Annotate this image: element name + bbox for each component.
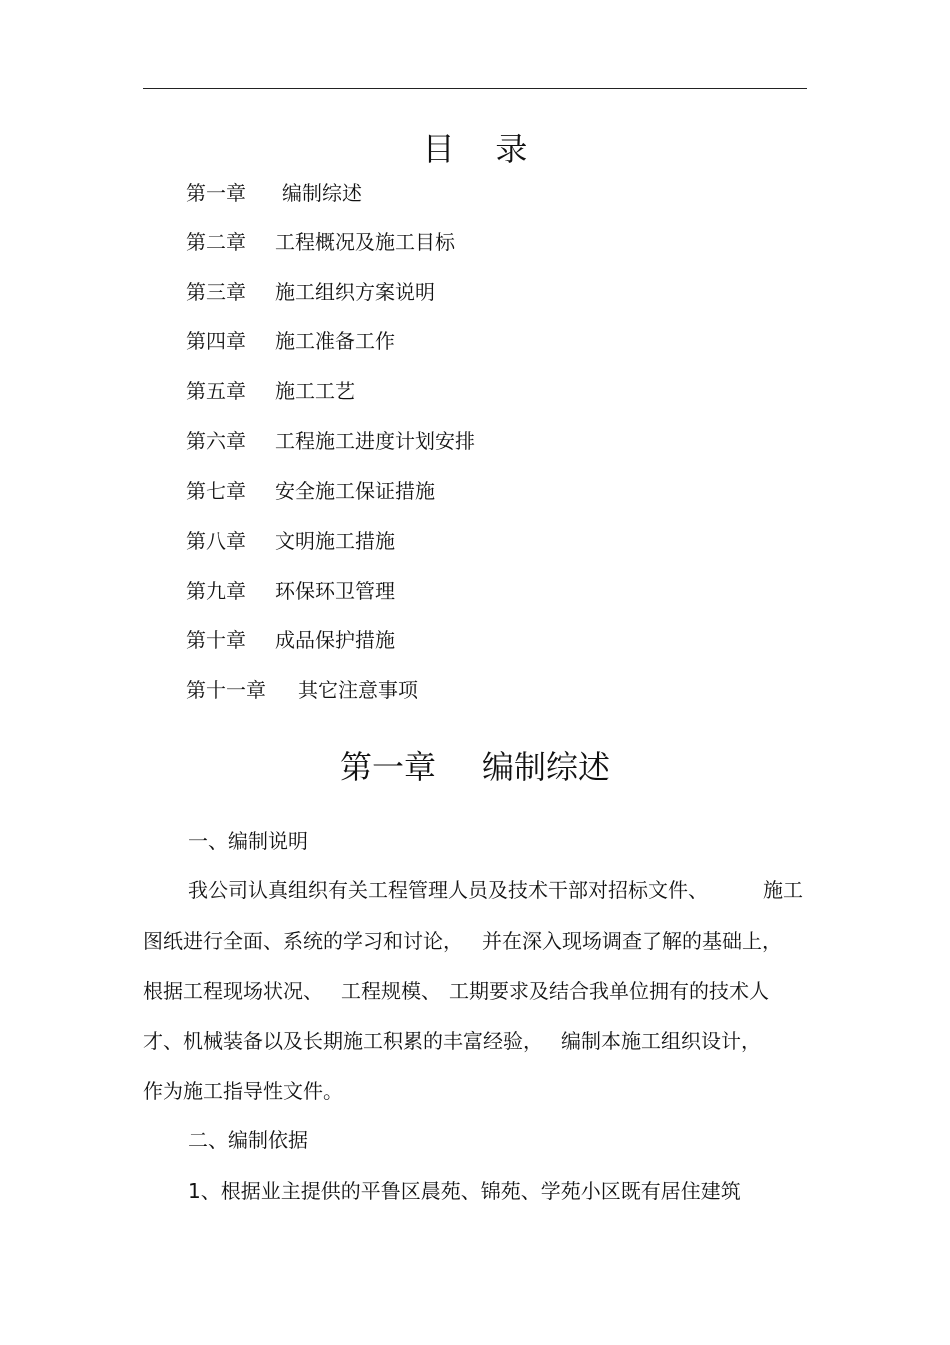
toc-item-name: 文明施工措施	[275, 529, 395, 553]
toc-item-number: 第六章	[186, 429, 246, 453]
section-heading-basis: 二、编制依据	[188, 1128, 308, 1152]
toc-item[interactable]	[186, 229, 455, 255]
paragraph-line: 工期要求及结合我单位拥有的技术人	[449, 979, 769, 1003]
toc-item[interactable]	[186, 528, 395, 554]
toc-item-name: 工程概况及施工目标	[275, 230, 455, 254]
toc-item-number: 第十一章	[186, 678, 266, 702]
paragraph-line: 施工	[763, 878, 803, 902]
toc-item-name: 环保环卫管理	[275, 579, 395, 603]
toc-item-number: 第一章	[186, 181, 246, 205]
chapter-title	[0, 746, 950, 788]
paragraph-line: 作为施工指导性文件。	[143, 1079, 343, 1103]
toc-item-number: 第四章	[186, 329, 246, 353]
toc-item[interactable]	[186, 478, 435, 504]
toc-item[interactable]	[186, 578, 395, 604]
toc-item[interactable]	[186, 627, 395, 653]
paragraph-line: 编制本施工组织设计，	[561, 1029, 761, 1053]
toc-item[interactable]	[186, 378, 355, 404]
paragraph-line: 才、机械装备以及长期施工积累的丰富经验，	[143, 1029, 543, 1053]
toc-item-name: 成品保护措施	[275, 628, 395, 652]
chapter-name: 编制综述	[482, 748, 611, 786]
section-heading-explanation: 一、编制说明	[188, 829, 308, 853]
toc-item-number: 第九章	[186, 579, 246, 603]
toc-item-name: 编制综述	[282, 181, 362, 205]
header-rule	[143, 88, 807, 89]
paragraph-line: 1、根据业主提供的平鲁区晨苑、锦苑、学苑小区既有居住建筑	[188, 1179, 741, 1203]
toc-item-number: 第十章	[186, 628, 246, 652]
toc-item[interactable]	[186, 279, 435, 305]
toc-item[interactable]	[186, 180, 362, 206]
toc-item[interactable]	[186, 428, 475, 454]
toc-item-number: 第七章	[186, 479, 246, 503]
paragraph-line: 我公司认真组织有关工程管理人员及技术干部对招标文件、	[188, 878, 708, 902]
chapter-number: 第一章	[339, 748, 436, 786]
toc-item[interactable]	[186, 677, 418, 703]
toc-item-name: 工程施工进度计划安排	[275, 429, 475, 453]
toc-item-name: 其它注意事项	[298, 678, 418, 702]
toc-item-name: 施工准备工作	[275, 329, 395, 353]
paragraph-line: 工程规模、	[341, 979, 441, 1003]
toc-item[interactable]	[186, 328, 395, 354]
paragraph-line: 并在深入现场调查了解的基础上，	[482, 929, 782, 953]
toc-item-number: 第三章	[186, 280, 246, 304]
toc-item-number: 第八章	[186, 529, 246, 553]
toc-item-name: 安全施工保证措施	[275, 479, 435, 503]
toc-item-number: 第五章	[186, 379, 246, 403]
toc-item-name: 施工组织方案说明	[275, 280, 435, 304]
toc-item-number: 第二章	[186, 230, 246, 254]
paragraph-line: 图纸进行全面、系统的学习和讨论，	[143, 929, 463, 953]
toc-title: 目 录	[422, 130, 528, 168]
toc-item-name: 施工工艺	[275, 379, 355, 403]
paragraph-line: 根据工程现场状况、	[143, 979, 323, 1003]
